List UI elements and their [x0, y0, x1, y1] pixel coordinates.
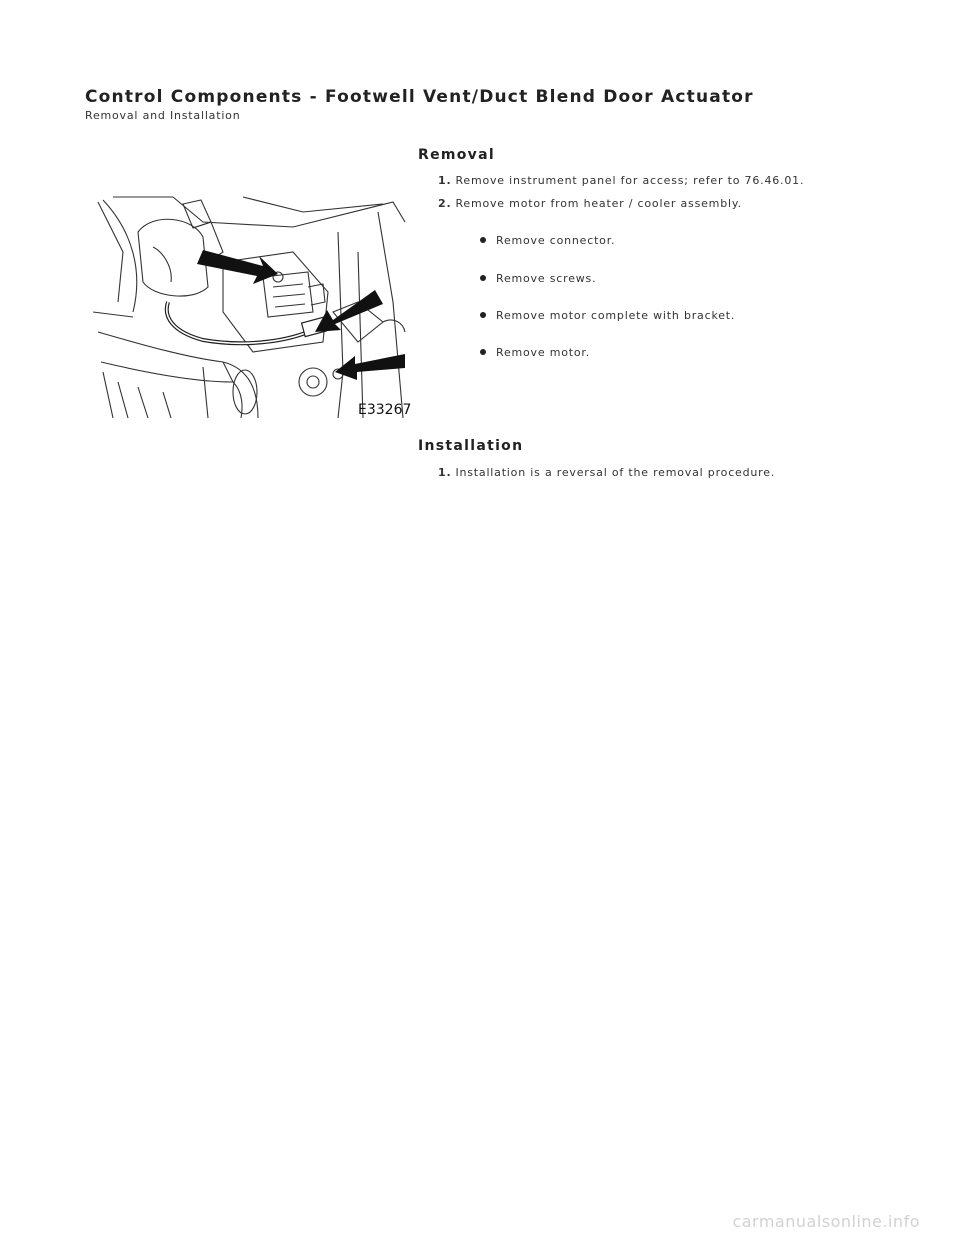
installation-step-1	[438, 466, 775, 479]
bullet-text: Remove connector.	[496, 234, 616, 247]
removal-bullet	[480, 309, 735, 322]
removal-bullet	[480, 234, 615, 247]
removal-bullet	[480, 272, 596, 285]
step-number: 2.	[438, 197, 452, 210]
watermark: carmanualsonline.info	[732, 1212, 920, 1231]
removal-illustration	[93, 192, 411, 418]
removal-step-2	[438, 197, 742, 210]
installation-heading: Installation	[418, 438, 524, 454]
step-text: Remove motor from heater / cooler assembly.	[455, 197, 742, 210]
step-number: 1.	[438, 466, 452, 479]
bullet-icon	[480, 237, 486, 243]
bullet-icon	[480, 312, 486, 318]
removal-heading: Removal	[418, 147, 495, 163]
bullet-text: Remove screws.	[496, 272, 597, 285]
bullet-icon	[480, 275, 486, 281]
bullet-text: Remove motor complete with bracket.	[496, 309, 736, 322]
page-title: Control Components - Footwell Vent/Duct Blend Door Actuator	[85, 87, 754, 107]
page-subtitle: Removal and Installation	[85, 109, 241, 122]
removal-bullet	[480, 346, 590, 359]
figure-label: E33267	[358, 402, 411, 418]
removal-step-1	[438, 174, 804, 187]
bullet-text: Remove motor.	[496, 346, 591, 359]
step-number: 1.	[438, 174, 452, 187]
bullet-icon	[480, 349, 486, 355]
step-text: Installation is a reversal of the removal procedure.	[455, 466, 776, 479]
step-text: Remove instrument panel for access; refer to 76.46.01.	[455, 174, 805, 187]
